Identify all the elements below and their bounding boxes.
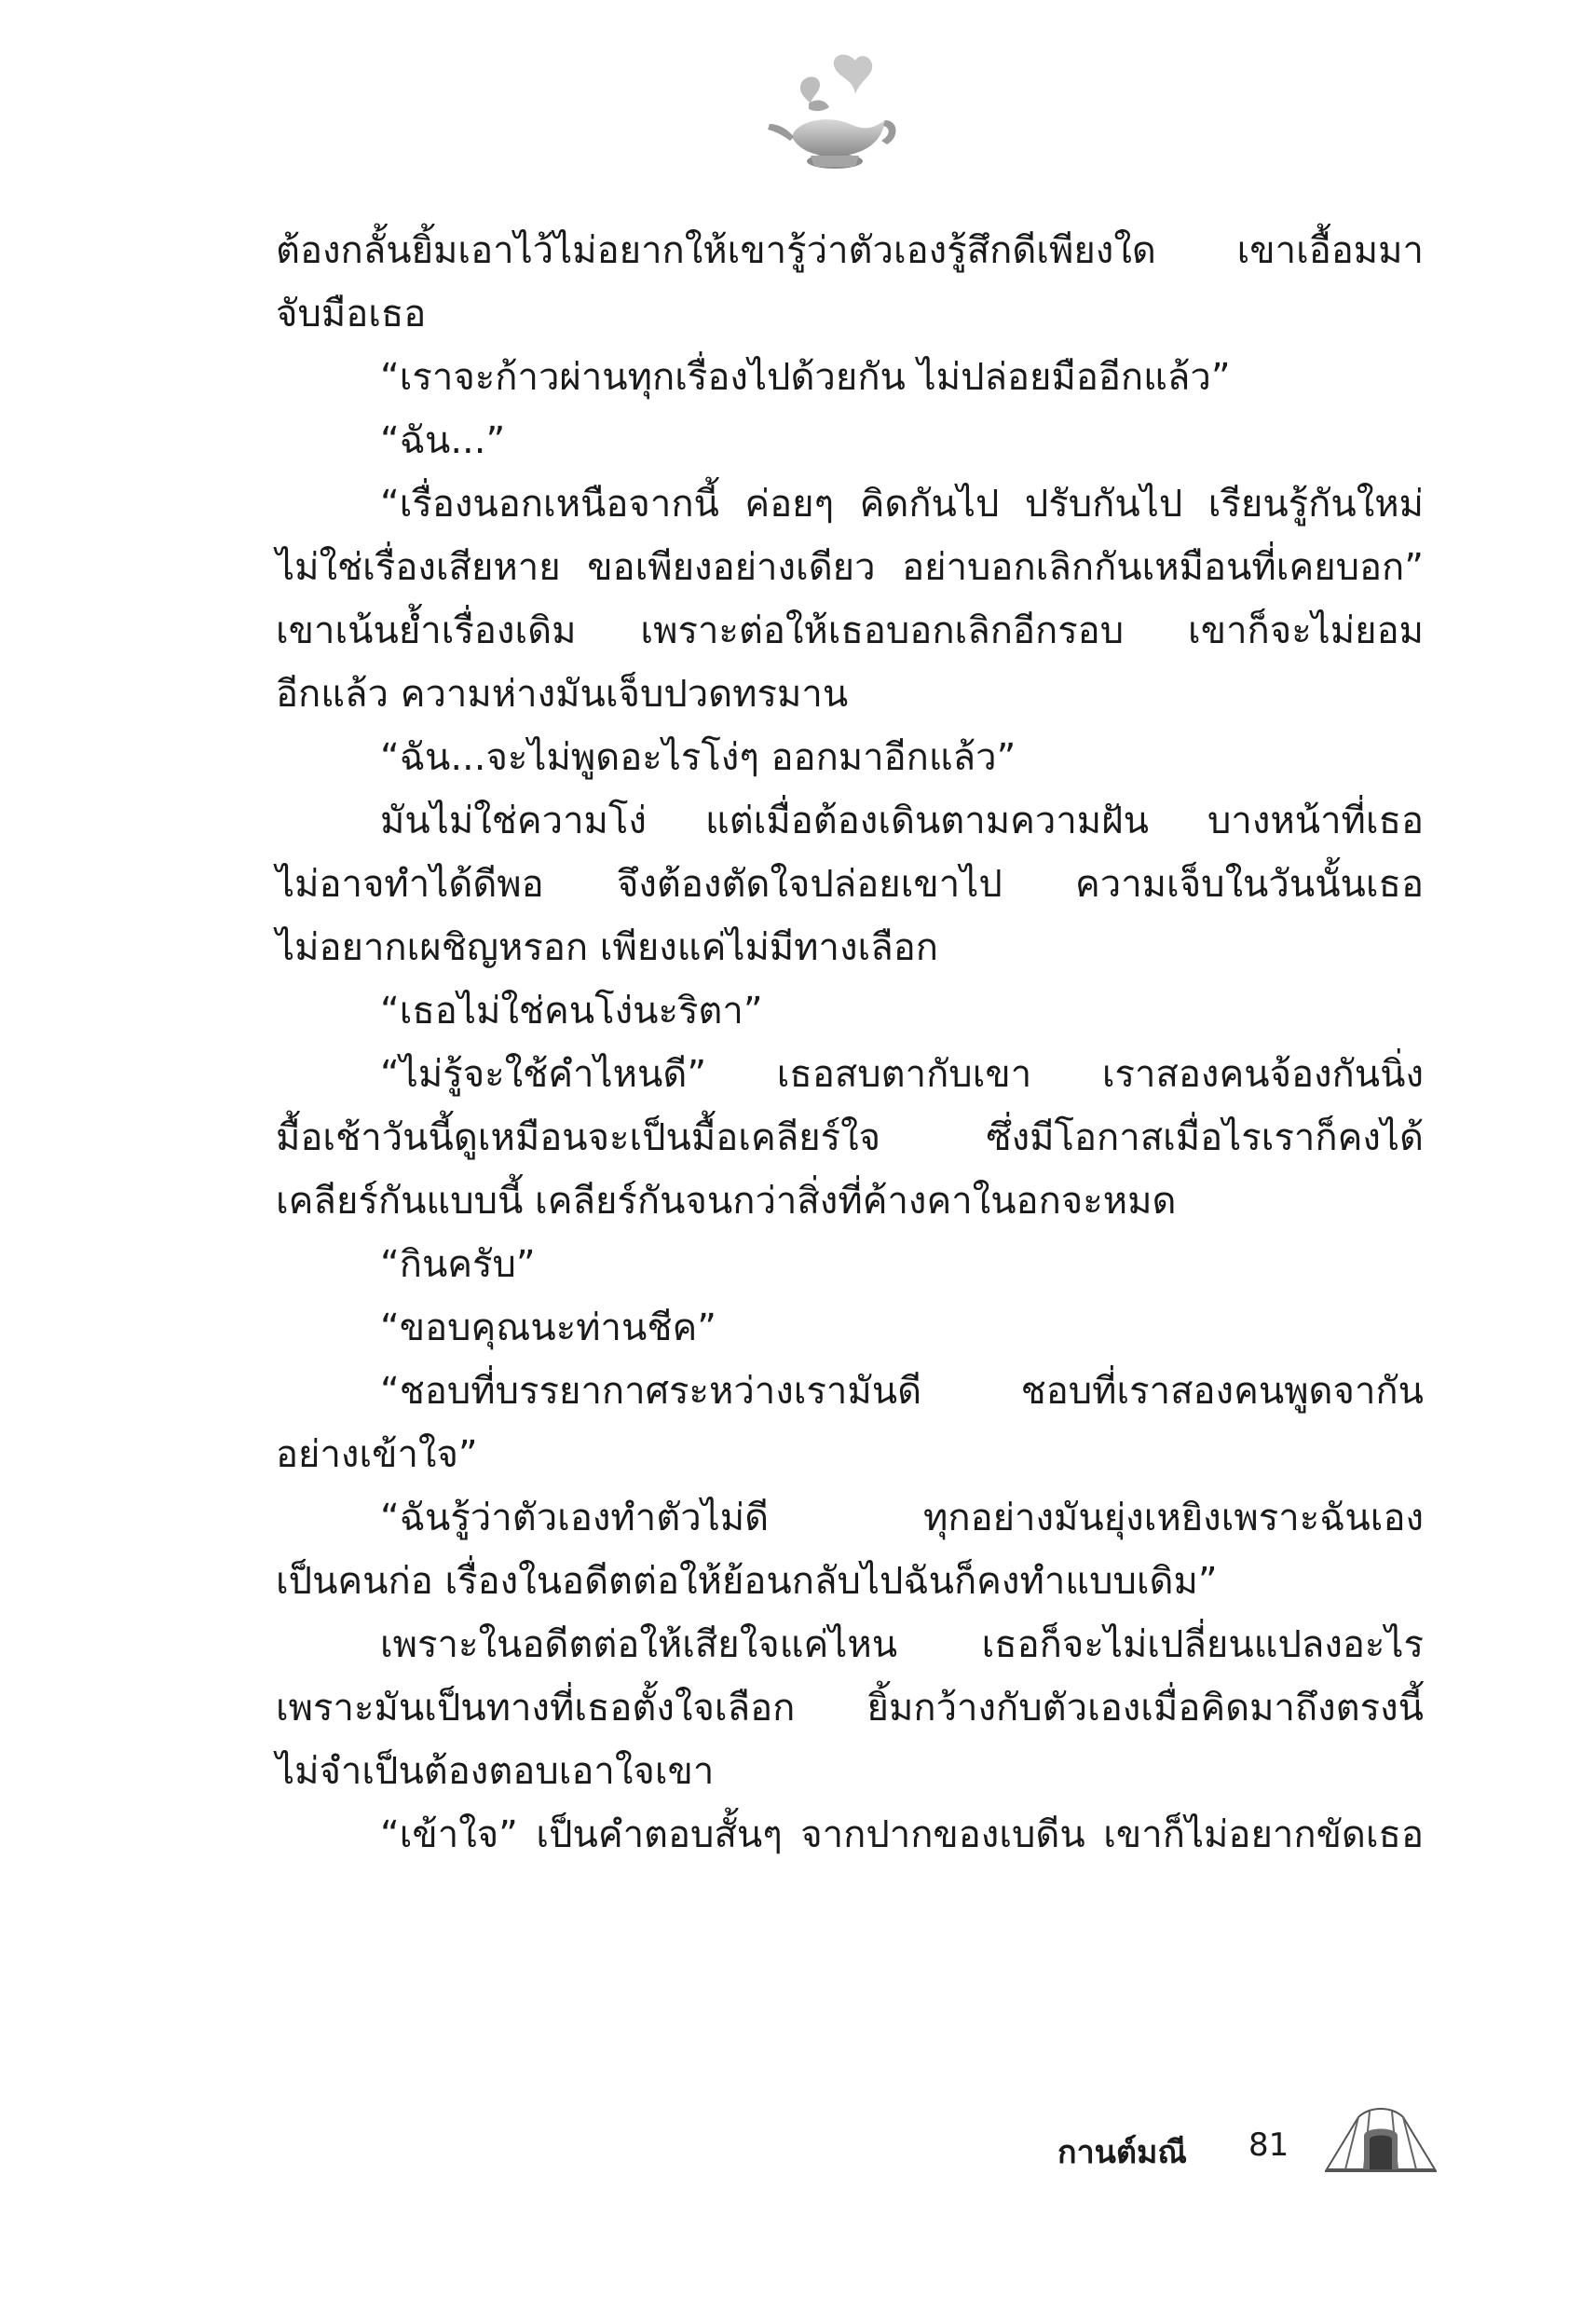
text-line: จับมือเธอ — [276, 293, 427, 335]
text-line: ไม่ใช่เรื่องเสียหาย ขอเพียงอย่างเดียว อย่าบอกเลิกกันเหมือนที่เคยบอก” — [276, 546, 1424, 589]
text-line: อีกแล้ว ความห่างมันเจ็บปวดทรมาน — [276, 673, 849, 716]
text-line: ต้องกลั้นยิ้มเอาไว้ไม่อยากให้เขารู้ว่าตัวเองรู้สึกดีเพียงใด เขาเอื้อมมา — [276, 229, 1424, 272]
text-line: เพราะในอดีตต่อให้เสียใจแค่ไหน เธอก็จะไม่เปลี่ยนแปลงอะไร — [380, 1623, 1424, 1666]
tent-icon — [1321, 2100, 1440, 2175]
text-line: เคลียร์กันแบบนี้ เคลียร์กันจนกว่าสิ่งที่ค้างคาในอกจะหมด — [276, 1180, 1177, 1223]
page-number: 81 — [1248, 2126, 1289, 2164]
text-line: มื้อเช้าวันนี้ดูเหมือนจะเป็นมื้อเคลียร์ใจ ซึ่งมีโอกาสเมื่อไรเราก็คงได้ — [276, 1116, 1424, 1159]
text-line: “เข้าใจ” เป็นคำตอบสั้นๆ จากปากของเบดีน เขาก็ไม่อยากขัดเธอ — [380, 1813, 1424, 1856]
text-line: เพราะมันเป็นทางที่เธอตั้งใจเลือก ยิ้มกว้างกับตัวเองเมื่อคิดมาถึงตรงนี้ — [276, 1687, 1424, 1730]
text-line: ไม่จำเป็นต้องตอบเอาใจเขา — [276, 1750, 715, 1793]
text-line: มันไม่ใช่ความโง่ แต่เมื่อต้องเดินตามความฝัน บางหน้าที่เธอ — [380, 800, 1424, 842]
text-line: เป็นคนก่อ เรื่องในอดีตต่อให้ย้อนกลับไปฉันก็คงทำแบบเดิม” — [276, 1560, 1218, 1603]
text-line: “ชอบที่บรรยากาศระหว่างเรามันดี ชอบที่เราสองคนพูดจากัน — [380, 1370, 1424, 1413]
text-line: “ฉัน...” — [380, 419, 506, 462]
text-line: ไม่อยากเผชิญหรอก เพียงแค่ไม่มีทางเลือก — [276, 926, 938, 969]
text-line: “กินครับ” — [380, 1243, 536, 1286]
text-line: อย่างเข้าใจ” — [276, 1433, 478, 1476]
text-line: ไม่อาจทำได้ดีพอ จึงต้องตัดใจปล่อยเขาไป ความเจ็บในวันนั้นเธอ — [276, 863, 1424, 906]
text-line: “ฉัน...จะไม่พูดอะไรโง่ๆ ออกมาอีกแล้ว” — [380, 736, 1016, 779]
book-title-footer: กานต์มณี — [1057, 2134, 1187, 2171]
body-text — [276, 219, 1424, 1867]
text-line: เขาเน้นย้ำเรื่องเดิม เพราะต่อให้เธอบอกเลิกอีกรอบ เขาก็จะไม่ยอม — [276, 609, 1424, 652]
text-line: “เธอไม่ใช่คนโง่นะริตา” — [380, 990, 763, 1032]
text-line: “ฉันรู้ว่าตัวเองทำตัวไม่ดี ทุกอย่างมันยุ่งเหยิงเพราะฉันเอง — [380, 1497, 1424, 1539]
magic-lamp-ornament-icon — [764, 51, 904, 177]
text-line: “ไม่รู้จะใช้คำไหนดี” เธอสบตากับเขา เราสองคนจ้องกันนิ่ง — [380, 1053, 1424, 1096]
text-line: “ขอบคุณนะท่านชีค” — [380, 1306, 716, 1349]
text-line: “เรื่องนอกเหนือจากนี้ ค่อยๆ คิดกันไป ปรับกันไป เรียนรู้กันใหม่ — [380, 483, 1424, 526]
text-line: “เราจะก้าวผ่านทุกเรื่องไปด้วยกัน ไม่ปล่อยมืออีกแล้ว” — [380, 356, 1231, 399]
